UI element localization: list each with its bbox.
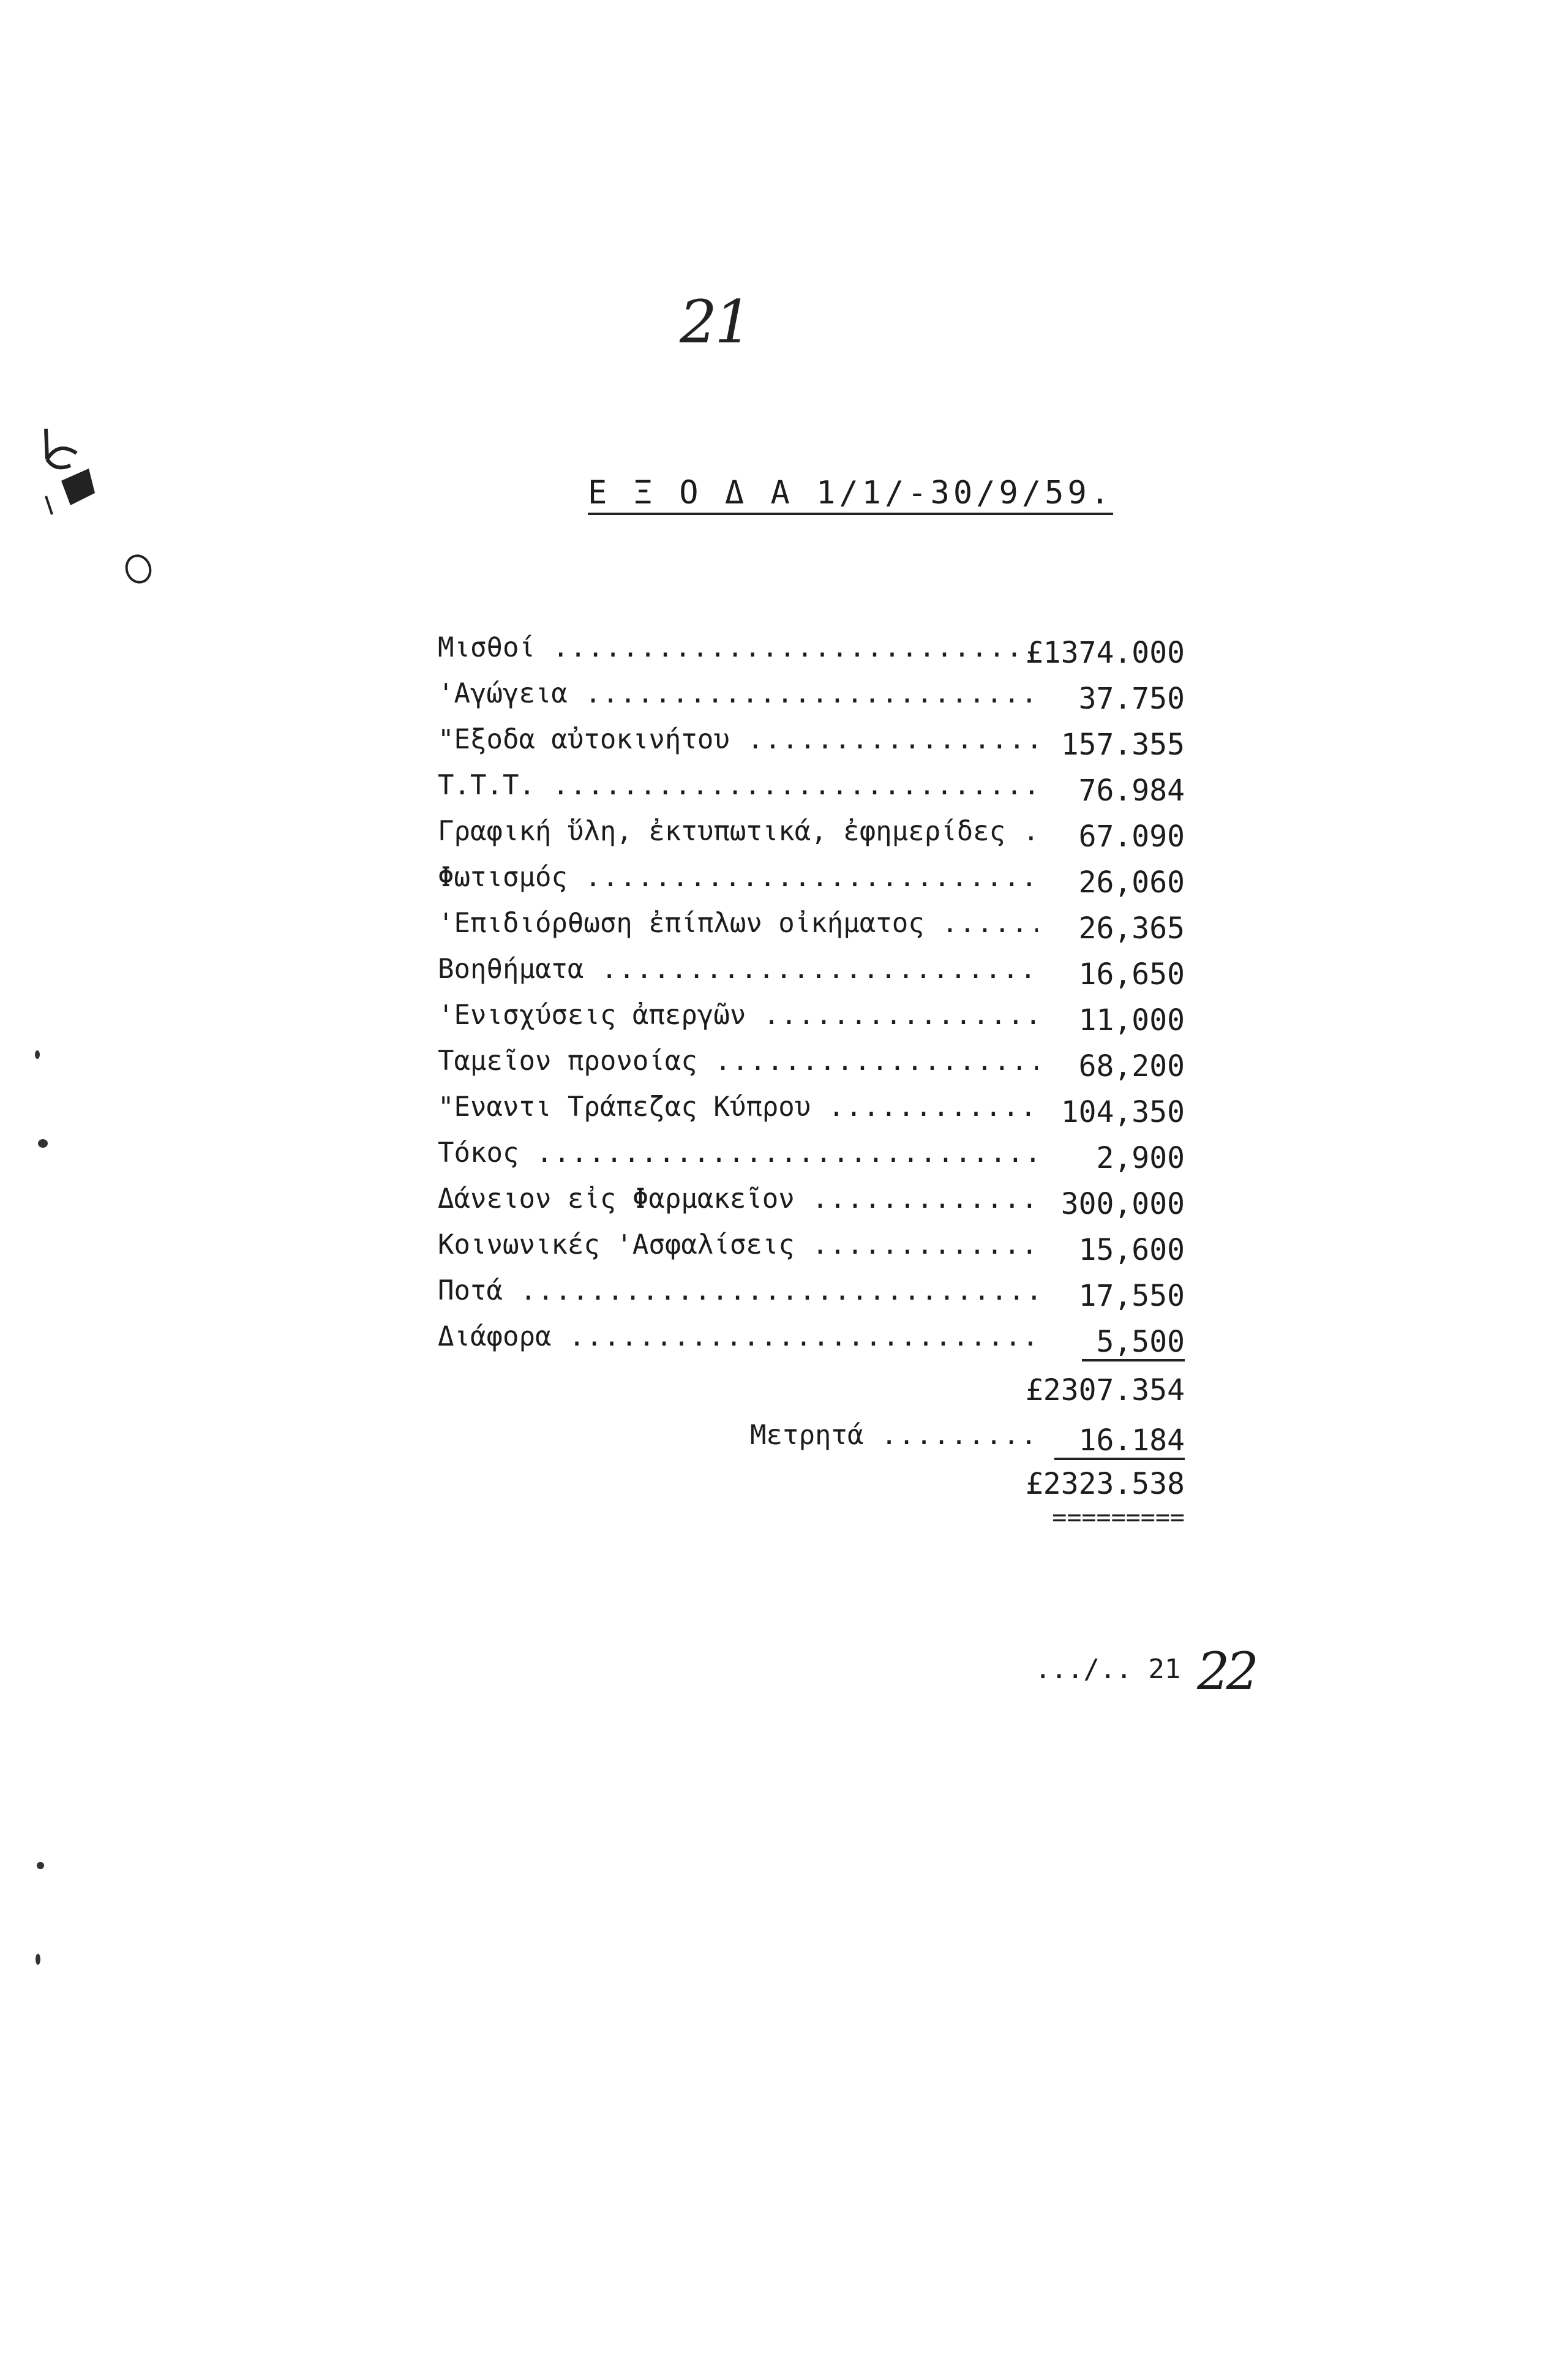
entry-label: "Εξοδα αὐτοκινήτου .....	[438, 724, 1038, 755]
continuation-mark: .../.. 21	[1035, 1654, 1181, 1685]
ledger-row	[438, 1229, 1191, 1275]
scan-speck	[36, 1954, 40, 1965]
entry-label: 'Επιδιόρθωση ἐπίπλων οἰκήματος .....	[438, 908, 1038, 939]
cash-label: Μετρητά .....	[750, 1420, 1032, 1451]
entry-amount: 67.090	[1078, 819, 1185, 854]
entry-label: "Εναντι Τράπεζας Κύπρου .....	[438, 1091, 1038, 1123]
scan-circle-mark	[121, 551, 156, 587]
binder-hole-mark	[34, 423, 101, 521]
entry-label: Μισθοί .....	[438, 632, 1038, 663]
ledger-row	[438, 678, 1191, 724]
double-underline: =========	[1052, 1504, 1185, 1532]
ledger-row	[438, 770, 1191, 816]
expenses-ledger	[438, 632, 1191, 1367]
handwritten-page-number: 21	[680, 288, 750, 356]
ledger-row	[438, 1000, 1191, 1045]
ledger-row	[438, 816, 1191, 862]
ledger-row	[438, 1137, 1191, 1183]
ledger-row	[438, 862, 1191, 908]
entry-label: Τ.Τ.Τ. .....	[438, 770, 1038, 801]
cash-amount: 16.184	[1054, 1423, 1185, 1460]
ledger-row	[438, 1045, 1191, 1091]
entry-amount: 17,550	[1078, 1279, 1185, 1313]
ledger-row	[438, 1275, 1191, 1321]
entry-label: Ταμεῖον προνοίας .....	[438, 1045, 1038, 1077]
entry-amount: 11,000	[1078, 1003, 1185, 1037]
entry-label: Φωτισμός .....	[438, 862, 1038, 893]
entry-label: Βοηθήματα .....	[438, 954, 1038, 985]
ledger-row	[438, 954, 1191, 1000]
entry-label: Γραφική ὕλη, ἐκτυπωτικά, ἐφημερίδες .....	[438, 816, 1038, 847]
grand-total: £2323.538	[1025, 1467, 1185, 1501]
entry-amount: 76.984	[1078, 774, 1185, 808]
entry-label: 'Ενισχύσεις ἀπεργῶν .....	[438, 1000, 1038, 1031]
entry-amount: 5,500	[1082, 1325, 1185, 1361]
entry-amount: 37.750	[1078, 682, 1185, 716]
entry-amount: 26,060	[1078, 865, 1185, 900]
ledger-row	[438, 1183, 1191, 1229]
cash-row	[750, 1420, 1191, 1463]
entry-label: 'Αγώγεια .....	[438, 678, 1038, 709]
entry-label: Διάφορα .....	[438, 1321, 1038, 1352]
entry-amount: 26,365	[1078, 911, 1185, 946]
ledger-row	[438, 632, 1191, 678]
entry-amount: 300,000	[1060, 1187, 1185, 1221]
subtotal: £2307.354	[1025, 1373, 1185, 1407]
entry-label: Ποτά .....	[438, 1275, 1038, 1306]
entry-amount: 157.355	[1060, 728, 1185, 762]
page-title: Ε Ξ Ο Δ Α 1/1/-30/9/59.	[588, 475, 1113, 515]
entry-amount: 2,900	[1096, 1141, 1185, 1175]
entry-label: Δάνειον εἰς Φαρμακεῖον .....	[438, 1183, 1038, 1214]
ledger-row	[438, 1321, 1191, 1367]
ledger-row	[438, 724, 1191, 770]
entry-amount: 16,650	[1078, 957, 1185, 992]
entry-label: Τόκος .....	[438, 1137, 1038, 1169]
ledger-row	[438, 1091, 1191, 1137]
entry-amount: £1374.000	[1025, 636, 1185, 670]
entry-label: Κοινωνικές 'Ασφαλίσεις .....	[438, 1229, 1038, 1260]
entry-amount: 68,200	[1078, 1049, 1185, 1083]
scan-speck	[37, 1862, 44, 1869]
scan-speck	[38, 1139, 48, 1148]
handwritten-next-page: 22	[1197, 1641, 1255, 1701]
ledger-row	[438, 908, 1191, 954]
entry-amount: 15,600	[1078, 1233, 1185, 1267]
entry-amount: 104,350	[1060, 1095, 1185, 1129]
scan-speck	[35, 1050, 40, 1059]
